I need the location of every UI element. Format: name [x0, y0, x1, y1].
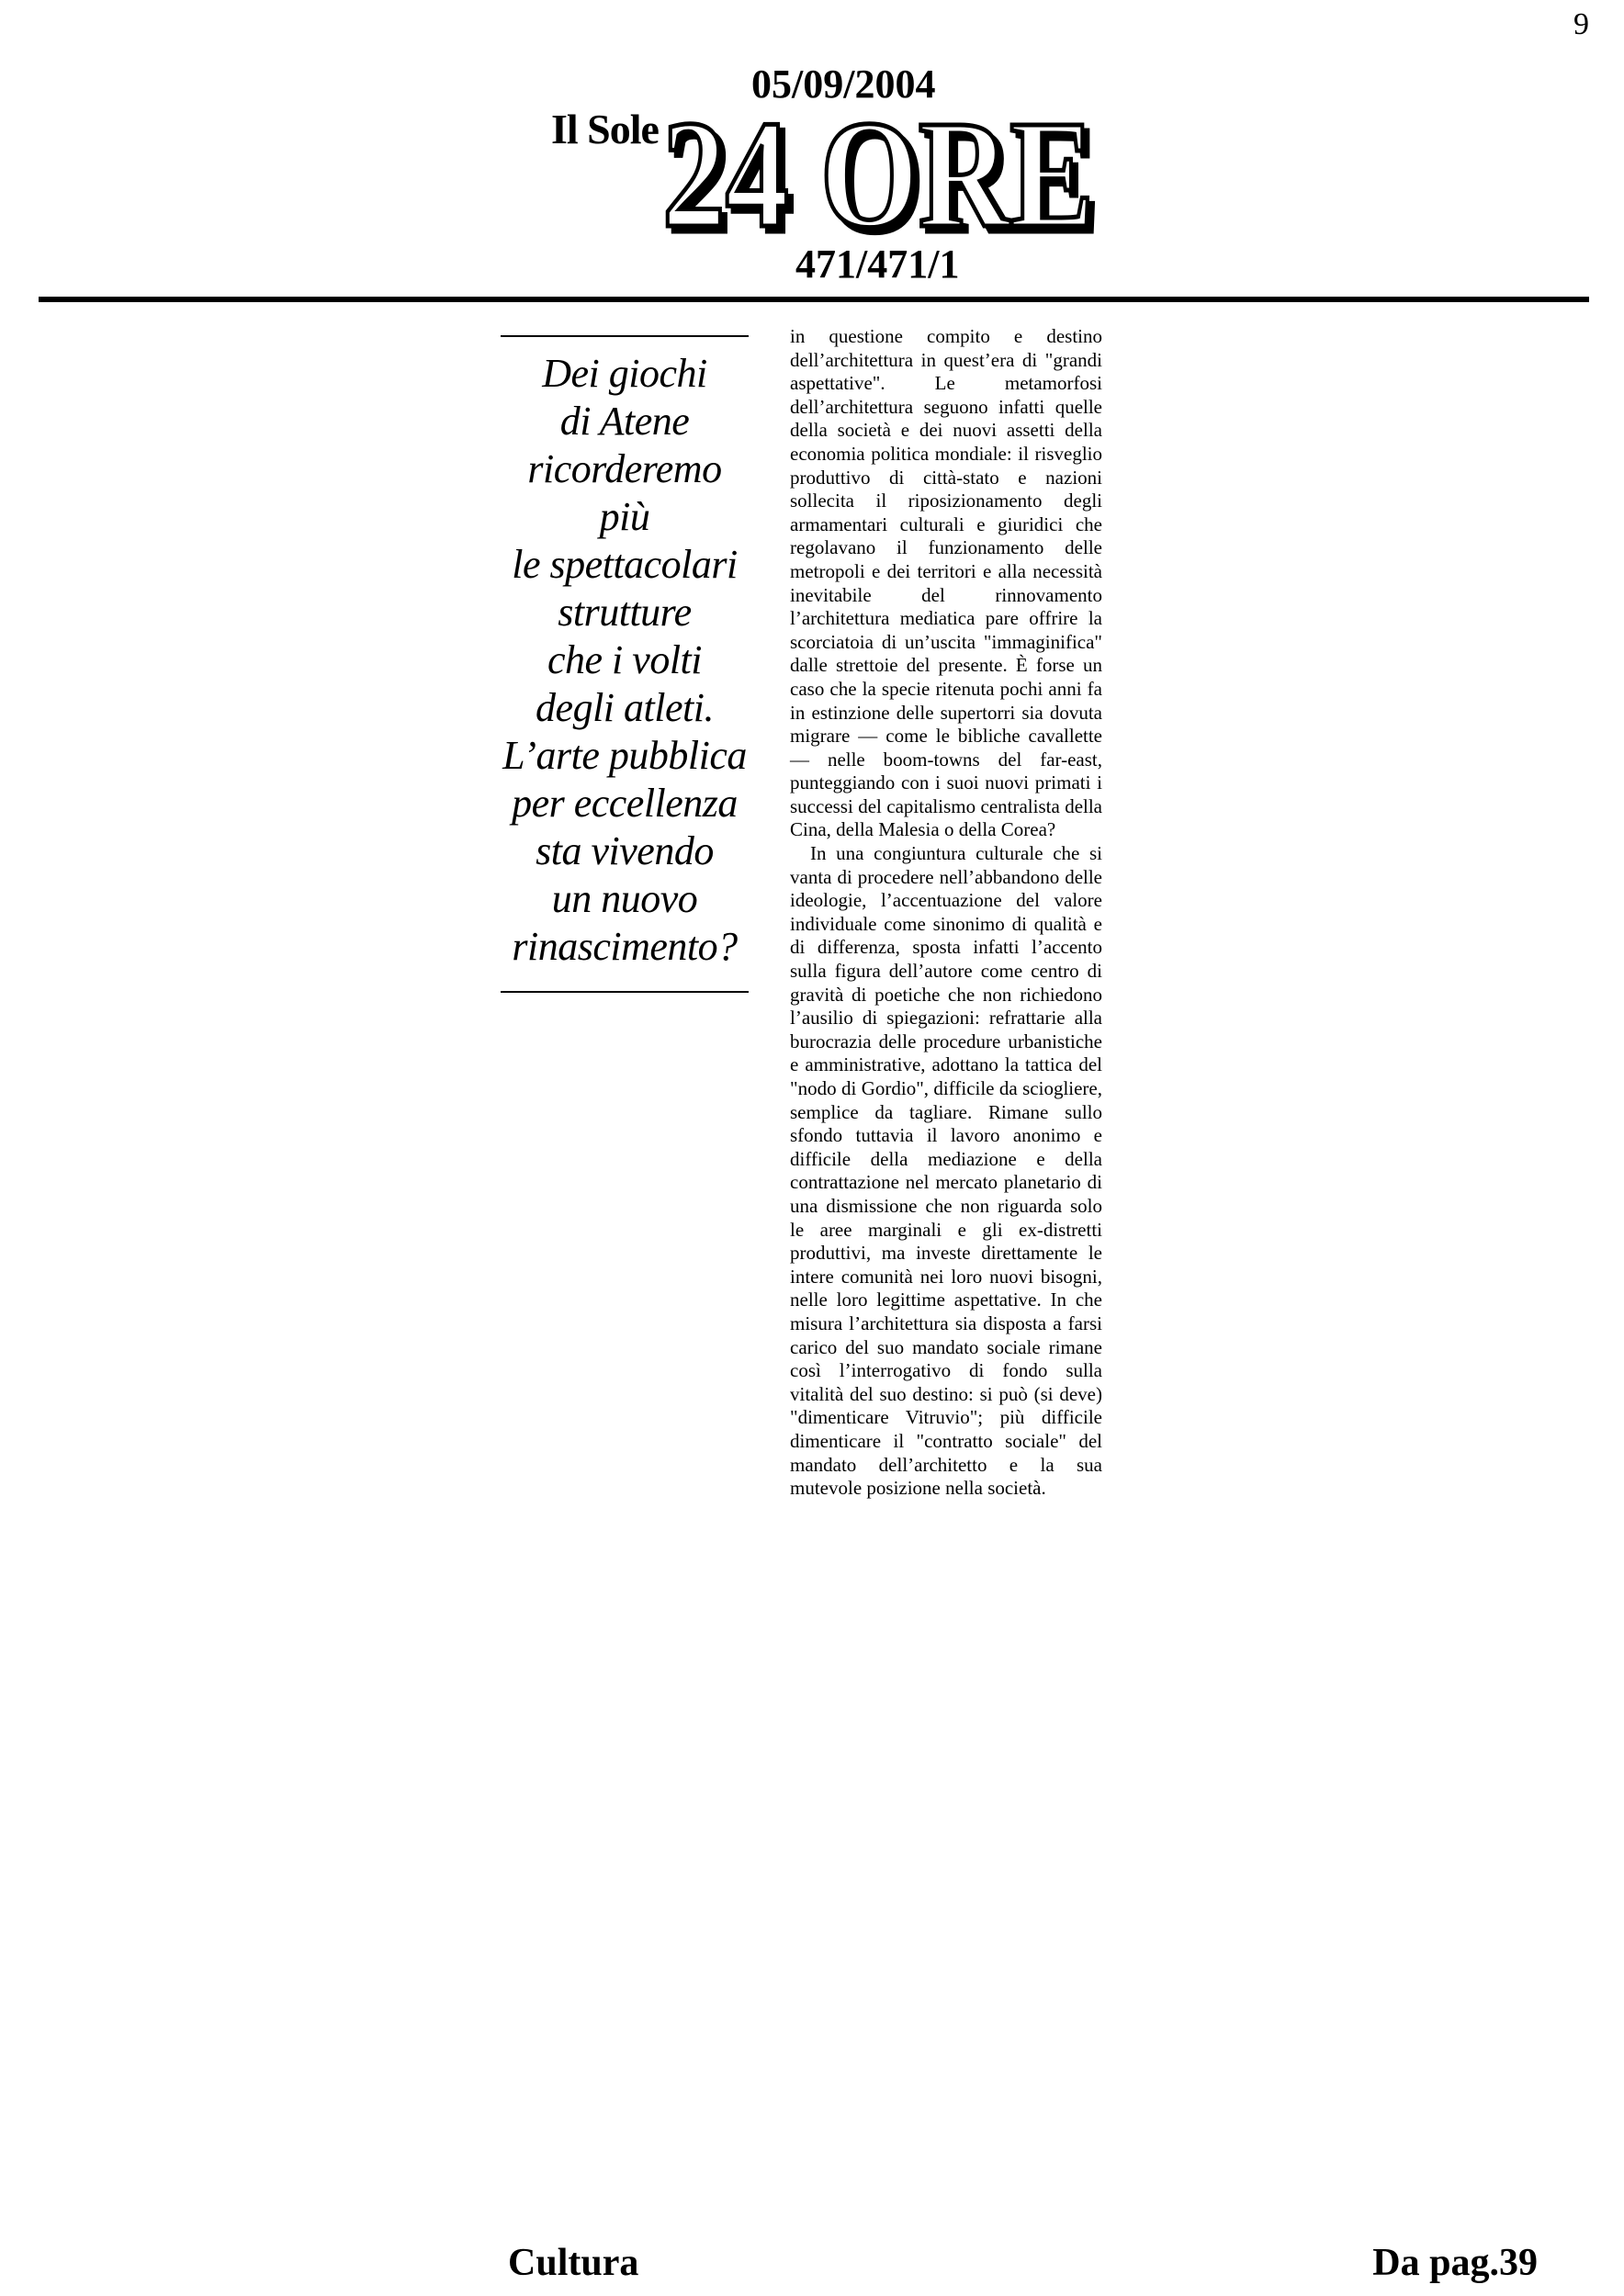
pull-quote-text [501, 337, 749, 991]
masthead-pre-title: Il Sole [551, 106, 659, 152]
pull-quote-line: L’arte pubblica [502, 733, 747, 778]
page-reference: Da pag.39 [1372, 2242, 1538, 2284]
pull-quote-line: le spettacolari [512, 542, 738, 587]
article-paragraph: in questione compito e destino dell’architettura in quest’era di "grandi aspettative". Le metamorfosi dell’architettura seguono infatti quelle della società e dei nuovi assetti della economia politica mondiale: il risveglio produttivo di città-stato e nazioni sollecita il riposizionamento degli armamentari culturali e giuridici che regolavano il funzionamento delle metropoli e dei territori e alla necessità inevitabile del rinnovamento l’architettura mediatica pare offrire la scorciatoia di un’uscita "immaginifica" dalle strettoie del presente. È forse un caso che la specie ritenuta pochi anni fa in estinzione delle supertorri sia dovuta migrare — come le bibliche cavallette — nelle boom-towns del far-east, punteggiando con i suoi nuovi primati i successi del capitalismo centralista della Cina, della Malesia o della Corea? [790, 325, 1102, 841]
pull-quote-line: sta vivendo [536, 828, 714, 873]
pull-quote-line: degli atleti. [536, 685, 714, 730]
article-paragraph: In una congiuntura culturale che si vanta di procedere nell’abbandono delle ideologie, l’accentuazione del valore individuale come sinonimo di qualità e di differenza, sposta infatti l’accento sulla figura dell’autore come centro di gravità di poetiche che non richiedono l’ausilio di spiegazioni: refrattarie alla burocrazia delle procedure urbanistiche e amministrative, adottano la tattica del "nodo di Gordio", difficile da sciogliere, semplice da tagliare. Rimane sullo sfondo tuttavia il lavoro anonimo e difficile della mediazione e della contrattazione nel mercato planetario di una dismissione che non riguarda solo le aree marginali e gli ex-distretti produttivi, ma investe direttamente le intere comunità nei loro nuovi bisogni, nelle loro legittime aspettative. In che misura l’architettura sia disposta a farsi carico del suo mandato sociale rimane così l’interrogativo di fondo sulla vitalità del suo destino: si può (si deve) "dimenticare Vitruvio"; più difficile dimenticare il "contratto sociale" del mandato dell’architetto e la sua mutevole posizione nella società. [790, 842, 1102, 1500]
pull-quote-line: strutture [558, 590, 692, 635]
pull-quote [501, 335, 749, 993]
pull-quote-line: Dei giochi [542, 351, 707, 396]
pull-quote-line: un nuovo [551, 876, 698, 921]
pull-quote-line: di Atene [559, 399, 690, 444]
section-label: Cultura [508, 2242, 639, 2284]
pull-quote-line: per eccellenza [512, 781, 738, 826]
page-number: 9 [1573, 7, 1589, 41]
article-column [790, 325, 1102, 1501]
masthead-logo-text: 24 ORE [662, 89, 1094, 244]
pull-quote-line: ricorderemo più [527, 446, 722, 539]
pull-quote-line: rinascimento? [512, 924, 738, 969]
masthead-code: 471/471/1 [795, 242, 960, 287]
top-rule [39, 297, 1589, 302]
masthead-date: 05/09/2004 [751, 62, 936, 107]
pull-quote-bottom-rule [501, 991, 749, 993]
masthead-logo [657, 88, 1116, 244]
masthead [0, 0, 1624, 294]
pull-quote-line: che i volti [547, 637, 702, 682]
